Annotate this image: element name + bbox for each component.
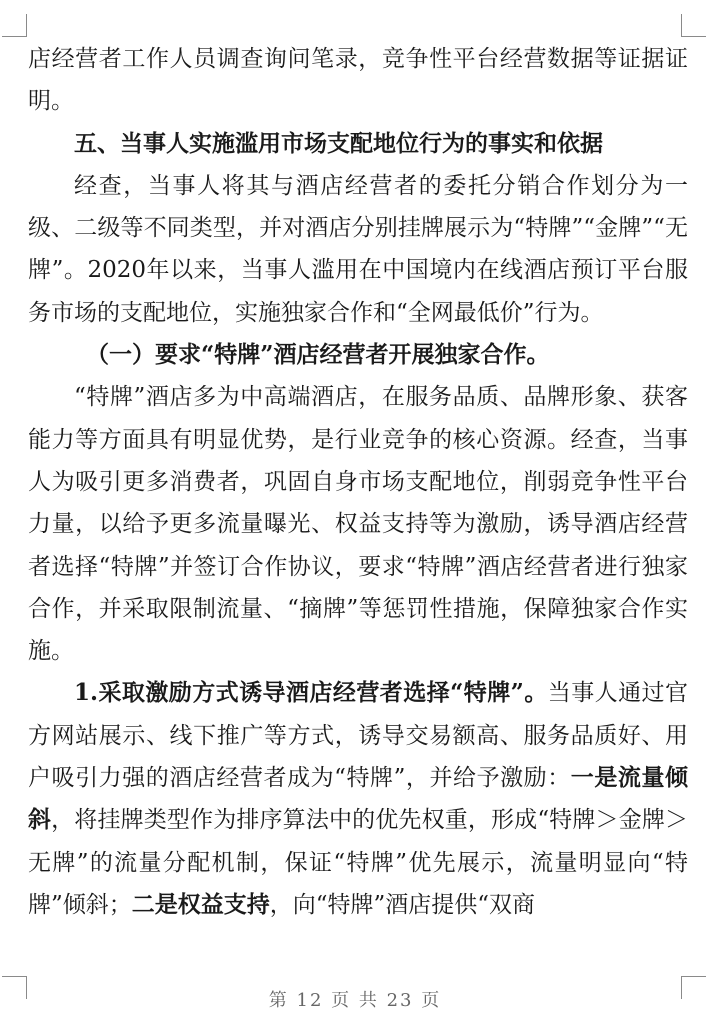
paragraph-text: 当事人通过官方网站展示、线下推广等方式，诱导交易额高、服务品质好、用户吸引力强的酒店经营者成为“特牌”，并给予激励：	[28, 680, 688, 792]
emphasis-rights: 二是权益支持	[131, 890, 270, 918]
paragraph-incentive	[28, 672, 688, 926]
emphasis-traffic: 一是流量倾斜	[28, 764, 688, 834]
paragraph-lead: 1.采取激励方式诱导酒店经营者选择“特牌”。	[74, 679, 548, 707]
paragraph-evidence: 店经营者工作人员调查询问笔录，竞争性平台经营数据等证据证明。	[28, 46, 688, 115]
paragraph-text: ，将挂牌类型作为排序算法中的优先权重，形成“特牌＞金牌＞无牌”的流量分配机制，保证“特牌”优先展示，流量明显向“特牌”倾斜；	[28, 807, 688, 918]
document-body	[28, 38, 688, 926]
paragraph-findings: 经查，当事人将其与酒店经营者的委托分销合作划分为一级、二级等不同类型，并对酒店分别挂牌展示为“特牌”“金牌”“无牌”。2020年以来，当事人滥用在中国境内在线酒店预订平台服务市场的支配地位，实施独家合作和“全网最低价”行为。	[28, 172, 688, 326]
section-heading: 五、当事人实施滥用市场支配地位行为的事实和依据	[74, 129, 603, 157]
crop-mark-top-right	[681, 14, 706, 37]
paragraph-text: ，向“特牌”酒店提供“双商	[269, 891, 536, 918]
sub-heading: （一）要求“特牌”酒店经营者开展独家合作。	[86, 341, 550, 369]
page-number: 第 12 页 共 23 页	[268, 990, 442, 1011]
crop-mark-top-left	[2, 14, 27, 37]
paragraph-exclusive: “特牌”酒店多为中高端酒店，在服务品质、品牌形象、获客能力等方面具有明显优势，是行业竞争的核心资源。经查，当事人为吸引更多消费者，巩固自身市场支配地位，削弱竞争性平台力量，以给予更多流量曝光、权益支持等为激励，诱导酒店经营者选择“特牌”并签订合作协议，要求“特牌”酒店经营者进行独家合作，并采取限制流量、“摘牌”等惩罚性措施，保障独家合作实施。	[28, 384, 688, 665]
